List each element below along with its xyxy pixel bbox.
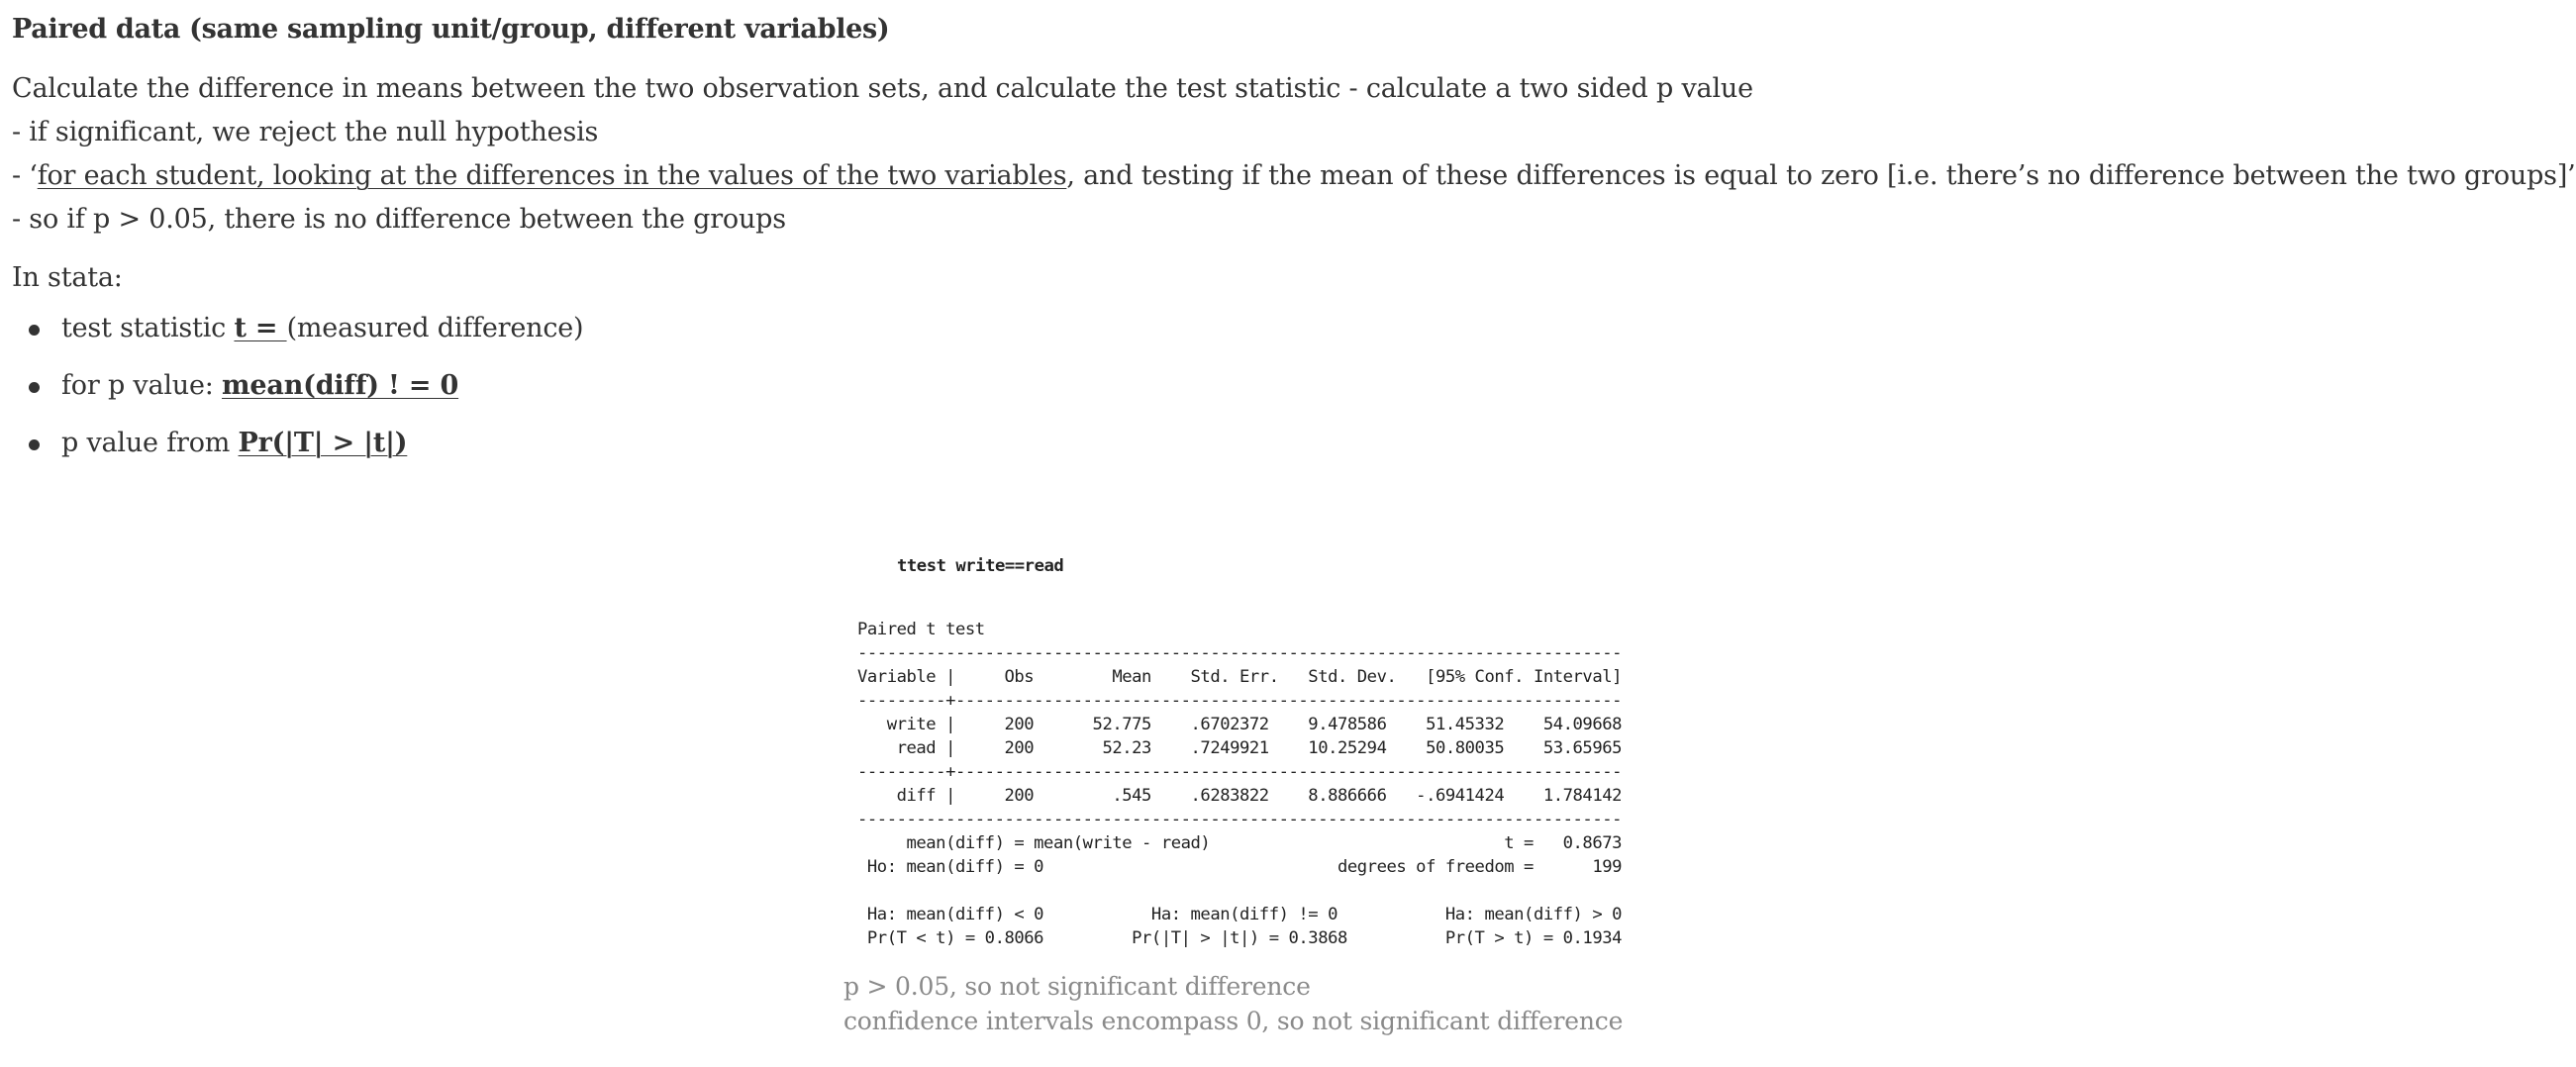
bullet-highlight: Pr(|T| > |t|) [238, 428, 408, 458]
intro-paragraph: Calculate the difference in means between the two observation sets, and calculate the test statistic - calculate a two sided p value [12, 73, 1753, 104]
note-p-value: p > 0.05, so not significant difference [843, 972, 1311, 1001]
bullet-suffix: (measured difference) [286, 313, 584, 343]
stata-output [857, 618, 1622, 950]
stata-output-line: read | 200 52.23 .7249921 10.25294 50.80035 53.65965 [857, 738, 1623, 758]
section-heading: Paired data (same sampling unit/group, different variables) [12, 14, 890, 45]
explanation-line [12, 160, 2576, 191]
bullet-item-p-value-source [12, 428, 583, 485]
stata-output-image [857, 554, 1659, 960]
bullet-prefix: for p value: [61, 370, 223, 401]
bullet-highlight: mean(diff) ! = 0 [222, 370, 459, 401]
bullet-item-test-statistic [12, 313, 583, 370]
stata-output-line: diff | 200 .545 .6283822 8.886666 -.6941424 1.784142 [857, 786, 1623, 806]
stata-bullet-list [12, 313, 583, 485]
explanation-underlined: for each student, looking at the differences in the values of the two variables [37, 160, 1067, 191]
bullet-dot-icon [29, 325, 40, 336]
stata-output-line: Ho: mean(diff) = 0 degrees of freedom = 199 [857, 857, 1623, 877]
stata-output-line: Ha: mean(diff) < 0 Ha: mean(diff) != 0 Ha: mean(diff) > 0 [857, 905, 1623, 924]
bullet-item-p-value [12, 370, 583, 428]
significance-line: - if significant, we reject the null hypothesis [12, 117, 599, 147]
stata-output-line: mean(diff) = mean(write - read) t = 0.8673 [857, 833, 1623, 853]
stata-output-line: ---------+-------------------------------------------------------------------- [857, 691, 1623, 711]
stata-output-line: ---------+-------------------------------------------------------------------- [857, 762, 1623, 782]
bullet-dot-icon [29, 382, 40, 393]
bullet-prefix: test statistic [61, 313, 235, 343]
stata-output-line: ------------------------------------------------------------------------------ [857, 643, 1623, 663]
bullet-highlight: t = [234, 313, 287, 343]
explanation-suffix: , and testing if the mean of these differences is equal to zero [i.e. there’s no difference between the two groups]’ [1066, 160, 2576, 191]
stata-output-line: Paired t test [857, 620, 985, 639]
stata-output-line: Pr(T < t) = 0.8066 Pr(|T| > |t|) = 0.3868 Pr(T > t) = 0.1934 [857, 928, 1623, 948]
explanation-prefix: - ‘ [12, 160, 38, 191]
in-stata-label: In stata: [12, 262, 123, 293]
stata-output-line: ------------------------------------------------------------------------------ [857, 810, 1623, 829]
stata-output-line: Variable | Obs Mean Std. Err. Std. Dev. [95% Conf. Interval] [857, 667, 1623, 687]
note-confidence-interval: confidence intervals encompass 0, so not significant difference [843, 1007, 1624, 1035]
bullet-prefix: p value from [61, 428, 239, 458]
stata-command: ttest write==read [897, 556, 1064, 576]
conclusion-line: - so if p > 0.05, there is no difference between the groups [12, 204, 786, 235]
bullet-dot-icon [29, 439, 40, 450]
stata-output-line: write | 200 52.775 .6702372 9.478586 51.45332 54.09668 [857, 715, 1623, 734]
